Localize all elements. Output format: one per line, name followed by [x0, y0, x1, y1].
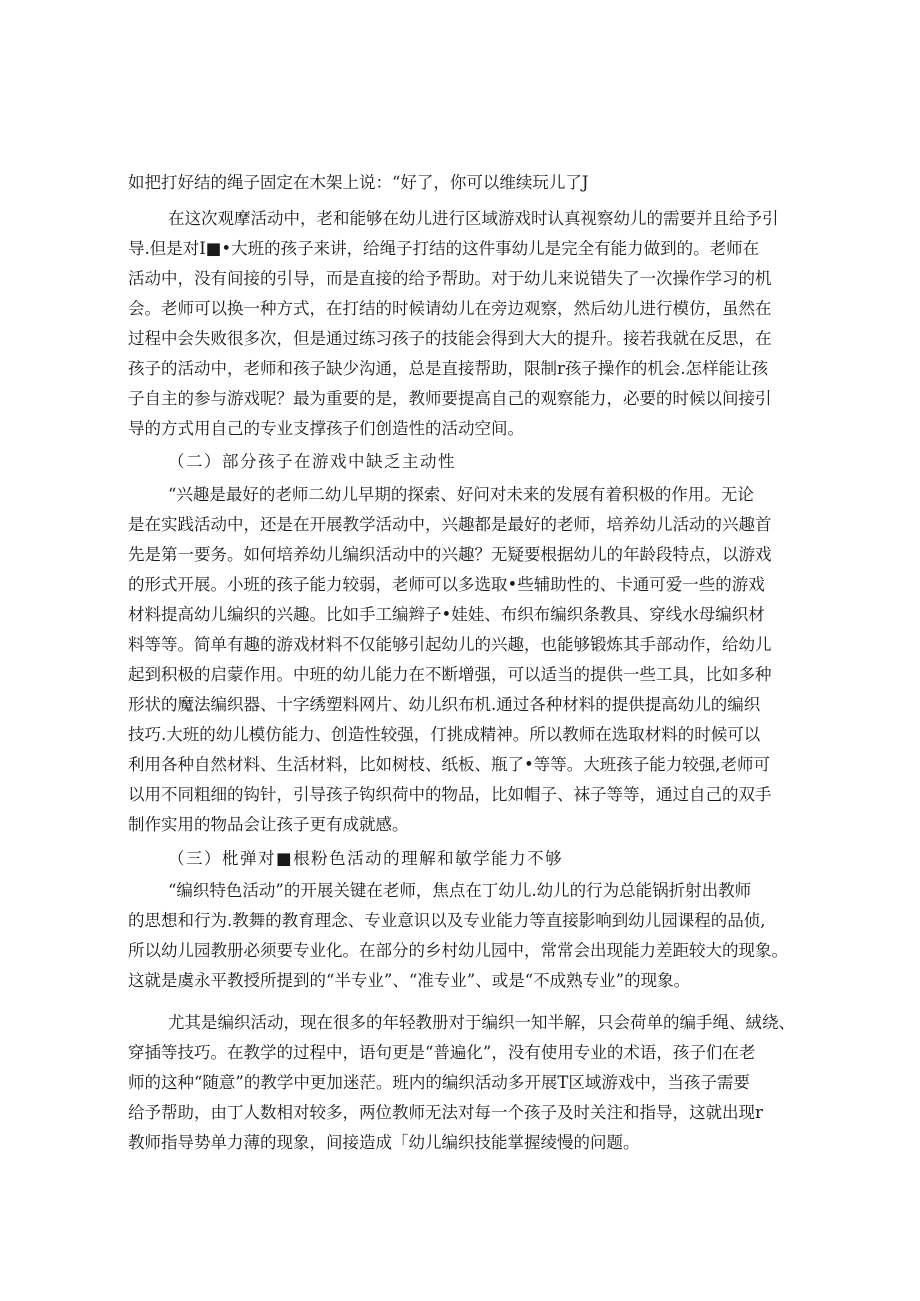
paragraph-line: 师的这种“随意”的教学中更加迷茫。班内的编织活动多开展T区域游戏中，当孩子需要 [128, 1073, 750, 1092]
paragraph-line: 尤其是编织活动，现在很多的年轻教册对于编织一知半解，只会荷单的编手绳、絨绕、 [168, 1013, 795, 1032]
paragraph-line: 导.但是对I■•大班的孩子来讲，给绳子打结的这件事幼儿是完全有能力做到的。老师在 [128, 239, 760, 258]
paragraph-line: 的思想和行为.教舞的教育理念、专业意识以及专业能力等直接影响到幼儿园课程的品侦, [128, 911, 766, 930]
paragraph-line: 以用不同粗细的钩针，引导孩子钩织荷中的物品，比如帽子、袜子等等，通过自己的双手 [128, 785, 772, 804]
paragraph-line: 形状的魔法编织器、十字绣塑料网片、幼儿织布机.通过各种材料的提供提高幼儿的编织 [128, 695, 761, 714]
paragraph-line: 孩子的活动中，老师和孩子缺少沟通，总是直接帮助，限制r孩子操作的机会.怎样能让孩 [128, 359, 769, 378]
paragraph-line: 活动中，没有间接的引导，而是直接的给予帮助。对于幼儿来说错失了一次操作学习的机 [128, 269, 772, 288]
paragraph-line: 利用各种自然材料、生活材料，比如树枝、纸板、瓶了•等等。大班孩子能力较强,老师可 [128, 755, 770, 774]
paragraph-line: 所以幼儿园教册必须要专业化。在部分的乡村幼儿园中，常常会出现能力差距较大的现象。 [128, 941, 788, 960]
paragraph-line: 如把打好结的绳子固定在木架上说：“好了，你可以维续玩儿了J [128, 173, 589, 192]
paragraph-line: 这就是虞永平教授所提到的“半专业”、“准专业”、或是“不成熟专业”的现象。 [128, 971, 691, 990]
paragraph-line: “编织特色活动”的开展关键在老师，焦点在丁幼儿.幼儿的行为总能锅折射出教师 [168, 881, 752, 900]
paragraph-line: 技巧.大班的幼儿模仿能力、创造性较强，仃挑成精神。所以教师在选取材料的时候可以 [128, 725, 761, 744]
paragraph-line: 先是第一要务。如何培养幼儿编织活动中的兴趣？无疑要根据幼儿的年龄段特点，以游戏 [128, 545, 772, 564]
paragraph-line: 起到积极的启蒙作用。中班的幼儿能力在不断增强，可以适当的提供一些工具，比如多种 [128, 665, 772, 684]
paragraph-line: 穿插等技巧。在教学的过程中，语句更是“普遍化”，没有使用专业的术语，孩子们在老 [128, 1043, 756, 1062]
section-heading: （二）部分孩子在游戏中缺乏主动性 [168, 452, 456, 471]
paragraph-line: 的形式开展。小班的孩子能力较弱，老师可以多选取•些辅助性的、卡通可爱一些的游戏 [128, 575, 765, 594]
paragraph-line: 材料提高幼儿编织的兴趣。比如手工编辫子•娃娃、布织布编织条教具、穿线水母编织材 [128, 605, 765, 624]
paragraph-line: 会。老师可以换一种方式，在打结的时候请幼儿在旁边观察，然后幼儿进行模仿，虽然在 [128, 299, 772, 318]
paragraph-line: 制作实用的物品会让孩子更有成就感。 [128, 815, 409, 834]
paragraph-line: “兴趣是最好的老师二幼儿早期的探索、好问对未来的发展有着积极的作用。无论 [168, 485, 754, 504]
paragraph-line: 子自主的参与游戏呢？最为重要的是，教师要提高自己的观察能力，必要的时候以间接引 [128, 389, 772, 408]
paragraph-line: 给予帮助，由丁人数相对较多，两位教师无法对每一个孩子及时关注和指导，这就出现r [128, 1103, 763, 1122]
paragraph-line: 导的方式用自己的专业支撑孩子们创造性的活动空间。 [128, 419, 524, 438]
paragraph-line: 在这次观摩活动中，老和能够在幼儿进行区域游戏时认真视察幼儿的需要并且给予引 [168, 209, 779, 228]
section-heading: （三）枇弹对■根粉色活动的理解和敏学能力不够 [168, 849, 564, 868]
paragraph-line: 过程中会失败很多次，但是通过练习孩子的技能会得到大大的提升。接若我就在反思，在 [128, 329, 772, 348]
paragraph-line: 教师指导势单力薄的现象，间接造成「幼儿编织技能掌握绫慢的问题。 [128, 1133, 640, 1152]
paragraph-line: 是在实践活动中，还是在开展教学活动中，兴趣都是最好的老师，培养幼儿活动的兴趣首 [128, 515, 772, 534]
paragraph-line: 料等等。简单有趣的游戏材料不仅能够引起幼儿的兴趣，也能够锻炼其手部动作，给幼儿 [128, 635, 772, 654]
